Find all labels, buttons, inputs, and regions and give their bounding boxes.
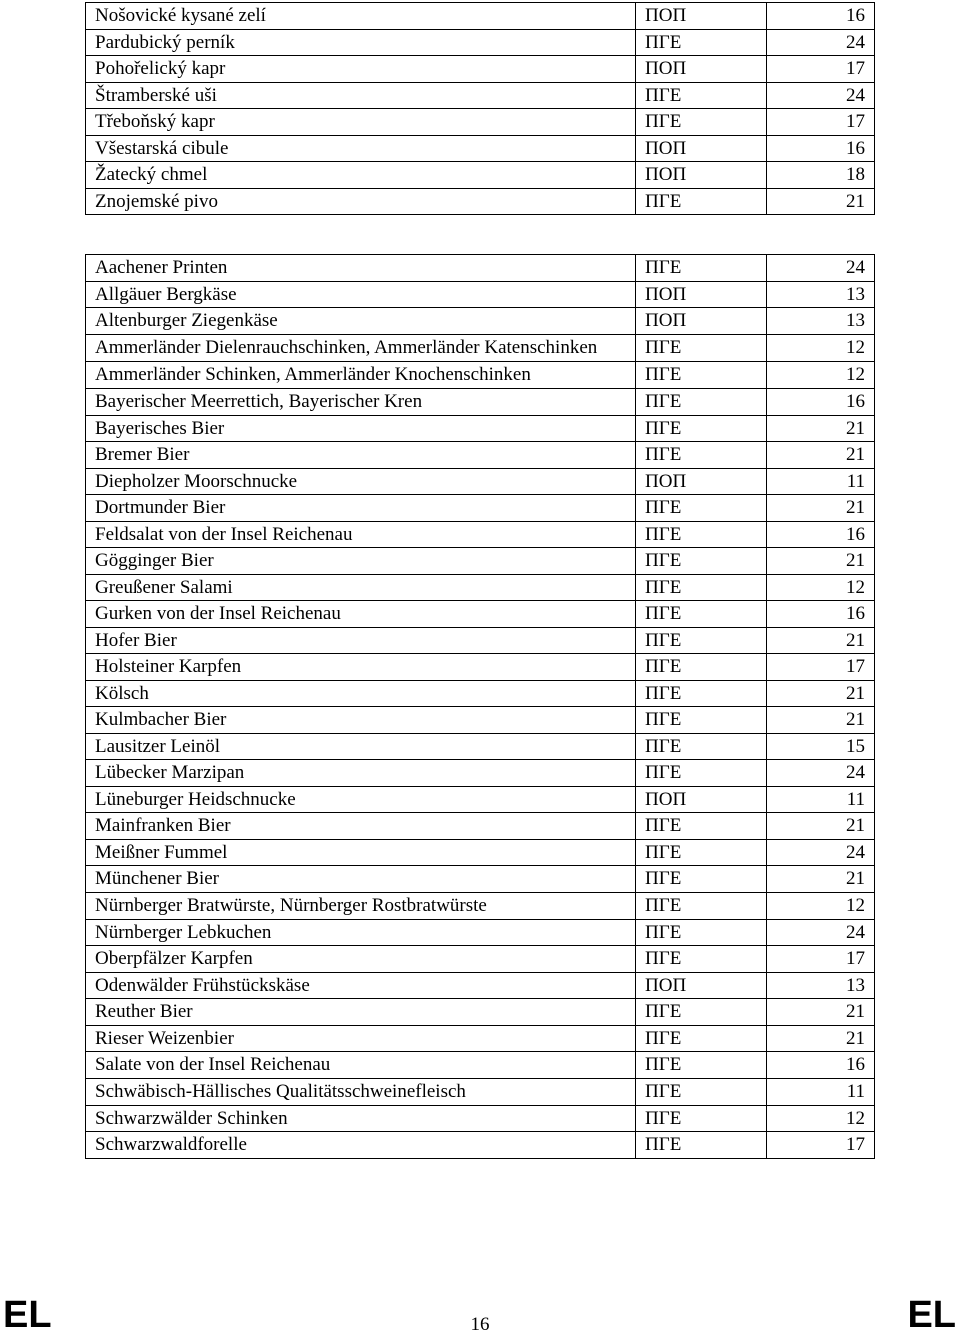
- table-row: [86, 135, 875, 162]
- table-row: [86, 574, 875, 601]
- reference-number-cell: 21: [767, 866, 875, 893]
- table-row: [86, 654, 875, 681]
- table-row: [86, 999, 875, 1026]
- product-name-cell: Lüneburger Heidschnucke: [86, 786, 636, 813]
- product-name-cell: Všestarská cibule: [86, 135, 636, 162]
- product-name-cell: Aachener Printen: [86, 255, 636, 282]
- designation-type-cell: ПГЕ: [636, 521, 767, 548]
- designation-type-cell: ПОП: [636, 468, 767, 495]
- designation-type-cell: ПГЕ: [636, 892, 767, 919]
- table-row: [86, 281, 875, 308]
- designation-type-cell: ПГЕ: [636, 334, 767, 361]
- reference-number-cell: 12: [767, 334, 875, 361]
- reference-number-cell: 13: [767, 972, 875, 999]
- table-row: [86, 601, 875, 628]
- designation-type-cell: ПГЕ: [636, 495, 767, 522]
- table-row: [86, 308, 875, 335]
- designation-type-cell: ПГЕ: [636, 1025, 767, 1052]
- designation-type-cell: ПГЕ: [636, 82, 767, 109]
- reference-number-cell: 21: [767, 548, 875, 575]
- table-row: [86, 495, 875, 522]
- product-name-cell: Bremer Bier: [86, 442, 636, 469]
- table-row: [86, 521, 875, 548]
- product-name-cell: Pardubický perník: [86, 29, 636, 56]
- reference-number-cell: 21: [767, 495, 875, 522]
- designation-type-cell: ПГЕ: [636, 601, 767, 628]
- table-row: [86, 361, 875, 388]
- designation-type-cell: ПГЕ: [636, 574, 767, 601]
- product-name-cell: Altenburger Ziegenkäse: [86, 308, 636, 335]
- products-table-cz: [85, 2, 875, 215]
- designation-type-cell: ПГЕ: [636, 361, 767, 388]
- product-name-cell: Gurken von der Insel Reichenau: [86, 601, 636, 628]
- designation-type-cell: ПОП: [636, 56, 767, 83]
- table-row: [86, 786, 875, 813]
- reference-number-cell: 16: [767, 1052, 875, 1079]
- designation-type-cell: ПГЕ: [636, 1105, 767, 1132]
- reference-number-cell: 21: [767, 999, 875, 1026]
- reference-number-cell: 24: [767, 760, 875, 787]
- reference-number-cell: 24: [767, 919, 875, 946]
- designation-type-cell: ПГЕ: [636, 29, 767, 56]
- reference-number-cell: 12: [767, 1105, 875, 1132]
- designation-type-cell: ПГЕ: [636, 1132, 767, 1159]
- designation-type-cell: ПГЕ: [636, 760, 767, 787]
- product-name-cell: Odenwälder Frühstückskäse: [86, 972, 636, 999]
- language-code-left: EL: [3, 1294, 52, 1336]
- reference-number-cell: 21: [767, 680, 875, 707]
- reference-number-cell: 13: [767, 281, 875, 308]
- table-row: [86, 334, 875, 361]
- product-name-cell: Münchener Bier: [86, 866, 636, 893]
- product-name-cell: Pohořelický kapr: [86, 56, 636, 83]
- product-name-cell: Nošovické kysané zelí: [86, 3, 636, 30]
- reference-number-cell: 11: [767, 786, 875, 813]
- reference-number-cell: 24: [767, 29, 875, 56]
- reference-number-cell: 12: [767, 574, 875, 601]
- product-name-cell: Meißner Fummel: [86, 839, 636, 866]
- designation-type-cell: ПГЕ: [636, 839, 767, 866]
- reference-number-cell: 17: [767, 56, 875, 83]
- designation-type-cell: ПГЕ: [636, 548, 767, 575]
- designation-type-cell: ПГЕ: [636, 733, 767, 760]
- product-name-cell: Ammerländer Schinken, Ammerländer Knochenschinken: [86, 361, 636, 388]
- designation-type-cell: ПГЕ: [636, 999, 767, 1026]
- designation-type-cell: ПГЕ: [636, 1052, 767, 1079]
- product-name-cell: Feldsalat von der Insel Reichenau: [86, 521, 636, 548]
- table-row: [86, 760, 875, 787]
- page-number: 16: [470, 1314, 490, 1335]
- table-row: [86, 388, 875, 415]
- reference-number-cell: 24: [767, 82, 875, 109]
- reference-number-cell: 16: [767, 601, 875, 628]
- product-name-cell: Oberpfälzer Karpfen: [86, 946, 636, 973]
- table-row: [86, 468, 875, 495]
- designation-type-cell: ПОП: [636, 308, 767, 335]
- reference-number-cell: 21: [767, 415, 875, 442]
- reference-number-cell: 24: [767, 255, 875, 282]
- reference-number-cell: 16: [767, 521, 875, 548]
- product-name-cell: Lausitzer Leinöl: [86, 733, 636, 760]
- reference-number-cell: 12: [767, 892, 875, 919]
- table-row: [86, 892, 875, 919]
- table-row: [86, 3, 875, 30]
- product-name-cell: Diepholzer Moorschnucke: [86, 468, 636, 495]
- designation-type-cell: ПОП: [636, 3, 767, 30]
- reference-number-cell: 12: [767, 361, 875, 388]
- designation-type-cell: ПГЕ: [636, 109, 767, 136]
- table-row: [86, 680, 875, 707]
- reference-number-cell: 21: [767, 813, 875, 840]
- reference-number-cell: 21: [767, 707, 875, 734]
- designation-type-cell: ПГЕ: [636, 707, 767, 734]
- table-row: [86, 109, 875, 136]
- table-row: [86, 627, 875, 654]
- table-row: [86, 972, 875, 999]
- reference-number-cell: 21: [767, 442, 875, 469]
- table-row: [86, 1105, 875, 1132]
- table-row: [86, 1078, 875, 1105]
- table-row: [86, 162, 875, 189]
- product-name-cell: Allgäuer Bergkäse: [86, 281, 636, 308]
- product-name-cell: Bayerisches Bier: [86, 415, 636, 442]
- product-name-cell: Hofer Bier: [86, 627, 636, 654]
- table-row: [86, 1052, 875, 1079]
- reference-number-cell: 17: [767, 109, 875, 136]
- product-name-cell: Nürnberger Bratwürste, Nürnberger Rostbratwürste: [86, 892, 636, 919]
- product-name-cell: Greußener Salami: [86, 574, 636, 601]
- products-table-de: [85, 254, 875, 1159]
- product-name-cell: Schwäbisch-Hällisches Qualitätsschweinefleisch: [86, 1078, 636, 1105]
- reference-number-cell: 24: [767, 839, 875, 866]
- product-name-cell: Kulmbacher Bier: [86, 707, 636, 734]
- table-row: [86, 707, 875, 734]
- designation-type-cell: ПГЕ: [636, 813, 767, 840]
- product-name-cell: Znojemské pivo: [86, 188, 636, 215]
- reference-number-cell: 17: [767, 946, 875, 973]
- table-row: [86, 1132, 875, 1159]
- table-row: [86, 1025, 875, 1052]
- reference-number-cell: 16: [767, 135, 875, 162]
- table-row: [86, 548, 875, 575]
- language-code-right: EL: [907, 1294, 956, 1336]
- designation-type-cell: ПОП: [636, 135, 767, 162]
- product-name-cell: Reuther Bier: [86, 999, 636, 1026]
- reference-number-cell: 16: [767, 3, 875, 30]
- product-name-cell: Žatecký chmel: [86, 162, 636, 189]
- reference-number-cell: 17: [767, 1132, 875, 1159]
- designation-type-cell: ПГЕ: [636, 442, 767, 469]
- product-name-cell: Holsteiner Karpfen: [86, 654, 636, 681]
- product-name-cell: Nürnberger Lebkuchen: [86, 919, 636, 946]
- product-name-cell: Štramberské uši: [86, 82, 636, 109]
- table-row: [86, 813, 875, 840]
- designation-type-cell: ПГЕ: [636, 654, 767, 681]
- product-name-cell: Dortmunder Bier: [86, 495, 636, 522]
- designation-type-cell: ПГЕ: [636, 388, 767, 415]
- designation-type-cell: ПГЕ: [636, 680, 767, 707]
- table-row: [86, 29, 875, 56]
- reference-number-cell: 18: [767, 162, 875, 189]
- table-row: [86, 188, 875, 215]
- table-row: [86, 415, 875, 442]
- table-row: [86, 442, 875, 469]
- reference-number-cell: 16: [767, 388, 875, 415]
- product-name-cell: Gögginger Bier: [86, 548, 636, 575]
- product-name-cell: Salate von der Insel Reichenau: [86, 1052, 636, 1079]
- table-row: [86, 866, 875, 893]
- reference-number-cell: 21: [767, 627, 875, 654]
- reference-number-cell: 11: [767, 468, 875, 495]
- product-name-cell: Kölsch: [86, 680, 636, 707]
- designation-type-cell: ПОП: [636, 281, 767, 308]
- product-name-cell: Mainfranken Bier: [86, 813, 636, 840]
- product-name-cell: Rieser Weizenbier: [86, 1025, 636, 1052]
- reference-number-cell: 21: [767, 1025, 875, 1052]
- reference-number-cell: 17: [767, 654, 875, 681]
- table-row: [86, 255, 875, 282]
- designation-type-cell: ПГЕ: [636, 255, 767, 282]
- table-row: [86, 56, 875, 83]
- product-name-cell: Schwarzwälder Schinken: [86, 1105, 636, 1132]
- designation-type-cell: ПГЕ: [636, 919, 767, 946]
- table-row: [86, 733, 875, 760]
- designation-type-cell: ПГЕ: [636, 188, 767, 215]
- table-row: [86, 919, 875, 946]
- product-name-cell: Bayerischer Meerrettich, Bayerischer Kren: [86, 388, 636, 415]
- designation-type-cell: ПГЕ: [636, 946, 767, 973]
- product-name-cell: Ammerländer Dielenrauchschinken, Ammerländer Katenschinken: [86, 334, 636, 361]
- table-row: [86, 839, 875, 866]
- product-name-cell: Třeboňský kapr: [86, 109, 636, 136]
- designation-type-cell: ПОП: [636, 972, 767, 999]
- table-row: [86, 82, 875, 109]
- reference-number-cell: 11: [767, 1078, 875, 1105]
- reference-number-cell: 13: [767, 308, 875, 335]
- designation-type-cell: ПГЕ: [636, 415, 767, 442]
- designation-type-cell: ПГЕ: [636, 1078, 767, 1105]
- table-row: [86, 946, 875, 973]
- reference-number-cell: 21: [767, 188, 875, 215]
- designation-type-cell: ПОП: [636, 162, 767, 189]
- product-name-cell: Schwarzwaldforelle: [86, 1132, 636, 1159]
- designation-type-cell: ПГЕ: [636, 866, 767, 893]
- designation-type-cell: ПГЕ: [636, 627, 767, 654]
- designation-type-cell: ПОП: [636, 786, 767, 813]
- product-name-cell: Lübecker Marzipan: [86, 760, 636, 787]
- reference-number-cell: 15: [767, 733, 875, 760]
